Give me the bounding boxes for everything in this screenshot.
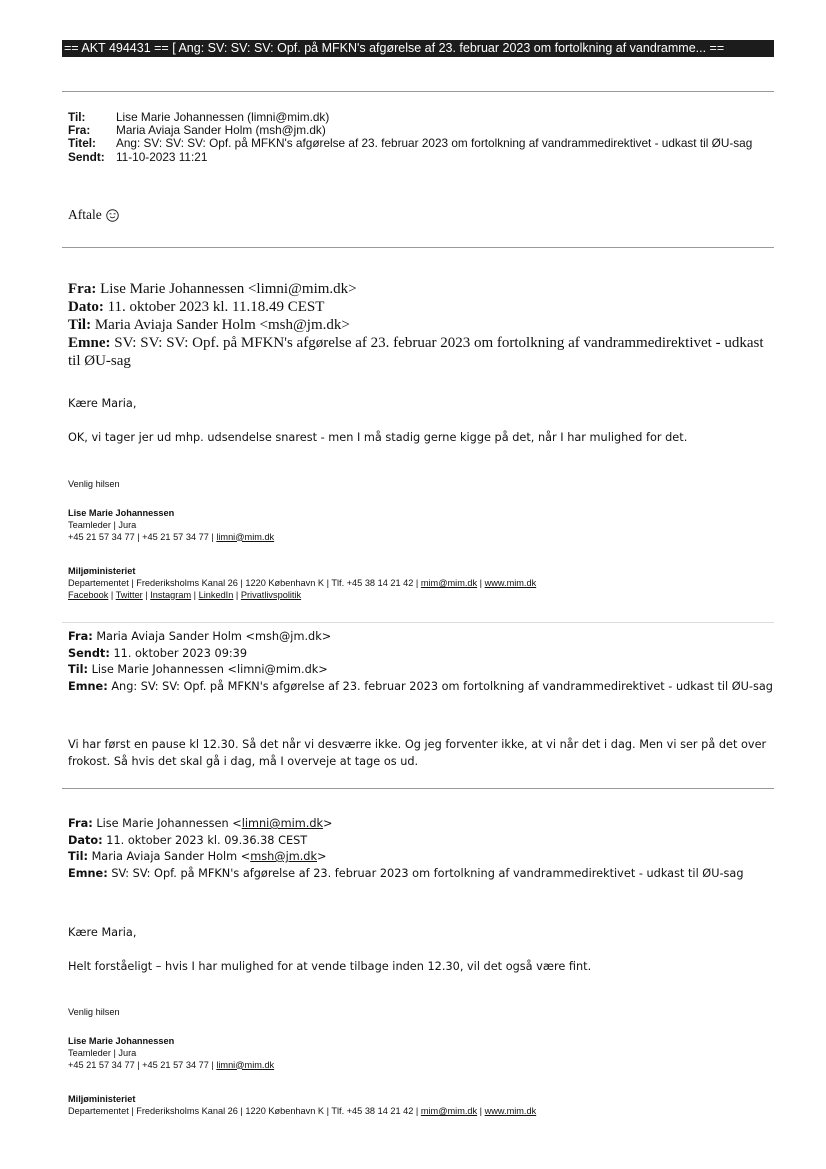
from-value: Lise Marie Johannessen <limni@mim.dk> (100, 281, 357, 297)
to-value: Lise Marie Johannessen (limni@mim.dk) (116, 110, 330, 124)
to-label: Til: (68, 663, 88, 676)
message-3-header (68, 816, 773, 882)
date-value: 11. oktober 2023 kl. 09.36.38 CEST (106, 833, 308, 847)
from-label: Fra: (68, 630, 93, 643)
from-value: Maria Aviaja Sander Holm (msh@jm.dk) (116, 123, 326, 138)
from-value: Lise Marie Johannessen < (96, 817, 242, 830)
organization-web-link[interactable]: www.mim.dk (484, 1105, 537, 1116)
to-label: Til: (68, 110, 86, 124)
message-3-body: Helt forståeligt – hvis I har mulighed for at vende tilbage inden 12.30, vil det også være fint. (68, 960, 592, 973)
to-value: Maria Aviaja Sander Holm <msh@jm.dk> (94, 317, 350, 333)
signature-email-link[interactable]: limni@mim.dk (216, 1059, 275, 1070)
organization-name: Miljøministeriet (68, 566, 136, 576)
organization-web-link[interactable]: www.mim.dk (484, 577, 537, 588)
to-label: Til: (68, 317, 92, 333)
from-email-link[interactable]: limni@mim.dk (241, 817, 324, 830)
subject-value: SV: SV: SV: Opf. på MFKN's afgørelse af 23. februar 2023 om fortolkning af vandrammedirektivet - udkast til ØU-sag (68, 335, 764, 369)
from-label: Fra: (68, 123, 91, 138)
separator: | (477, 577, 485, 588)
to-label: Til: (68, 850, 88, 863)
message-2-header (68, 629, 773, 695)
signature (68, 508, 773, 543)
date-value: 11. oktober 2023 kl. 11.18.49 CEST (107, 299, 325, 315)
sign-off: Venlig hilsen (68, 479, 120, 489)
reply-body (68, 207, 119, 223)
from-label: Fra: (68, 281, 97, 297)
from-value: Maria Aviaja Sander Holm <msh@jm.dk> (96, 630, 332, 643)
sent-label: Sendt: (68, 149, 105, 164)
signature-email-link[interactable]: limni@mim.dk (216, 531, 275, 542)
divider (62, 788, 774, 789)
to-value-end: > (317, 850, 327, 863)
signature-title: Teamleder | Jura (68, 1047, 137, 1058)
date-label: Dato: (68, 833, 103, 847)
subject-value: Ang: SV: SV: Opf. på MFKN's afgørelse af 23. februar 2023 om fortolkning af vandrammedirektivet - udkast til ØU-sag (111, 679, 773, 693)
divider (62, 622, 774, 623)
message-1-greeting: Kære Maria, (68, 397, 137, 410)
date-label: Dato: (68, 299, 104, 315)
separator: | (477, 1105, 485, 1116)
message-3-greeting: Kære Maria, (68, 926, 137, 939)
twitter-link[interactable]: Twitter (115, 589, 143, 600)
organization-block (68, 566, 773, 601)
facebook-link[interactable]: Facebook (68, 589, 109, 600)
document-banner: == AKT 494431 == [ Ang: SV: SV: SV: Opf. på MFKN's afgørelse af 23. februar 2023 om fortolkning af vandramme... == (62, 40, 774, 57)
divider (62, 91, 774, 92)
organization-block (68, 1094, 773, 1118)
signature (68, 1036, 773, 1071)
organization-name: Miljøministeriet (68, 1094, 136, 1104)
subject-label: Emne: (68, 679, 108, 693)
sign-off: Venlig hilsen (68, 1007, 120, 1017)
from-label: Fra: (68, 817, 93, 830)
archive-header (68, 111, 771, 164)
subject-label: Emne: (68, 866, 108, 880)
separator: | (233, 589, 241, 600)
sent-label: Sendt: (68, 646, 110, 660)
signature-phone: +45 21 57 34 77 | +45 21 57 34 77 | (68, 1059, 217, 1070)
smiley-icon (106, 209, 119, 222)
reply-text: Aftale (68, 207, 102, 222)
signature-name: Lise Marie Johannessen (68, 1036, 175, 1046)
organization-address: Departementet | Frederiksholms Kanal 26 | 1220 København K | Tlf. +45 38 14 21 42 | (68, 1105, 421, 1116)
separator: | (191, 589, 199, 600)
message-1-body: OK, vi tager jer ud mhp. udsendelse snarest - men I må stadig gerne kigge på det, når I har mulighed for det. (68, 431, 688, 444)
privacy-policy-link[interactable]: Privatlivspolitik (240, 589, 302, 600)
sent-value: 11. oktober 2023 09:39 (113, 646, 248, 660)
to-value: Lise Marie Johannessen <limni@mim.dk> (91, 663, 328, 676)
organization-address: Departementet | Frederiksholms Kanal 26 | 1220 København K | Tlf. +45 38 14 21 42 | (68, 577, 421, 588)
separator: | (108, 589, 116, 600)
subject-label: Emne: (68, 335, 111, 351)
to-value: Maria Aviaja Sander Holm < (91, 850, 251, 863)
sent-value: 11-10-2023 11:21 (116, 149, 208, 164)
organization-email-link[interactable]: mim@mim.dk (420, 577, 478, 588)
title-value: Ang: SV: SV: SV: Opf. på MFKN's afgørelse af 23. februar 2023 om fortolkning af vandrammedirektivet - udkast til ØU-sag (116, 136, 753, 151)
title-label: Titel: (68, 136, 96, 151)
message-2-body: Vi har først en pause kl 12.30. Så det når vi desværre ikke. Og jeg forventer ikke, at vi når det i dag. Men vi ser på det over frokost. Så hvis det skal gå i dag, må I overveje at tage os ud. (68, 738, 767, 768)
subject-value: SV: SV: Opf. på MFKN's afgørelse af 23. februar 2023 om fortolkning af vandrammedirektivet - udkast til ØU-sag (111, 866, 744, 880)
divider (62, 247, 774, 248)
to-email-link[interactable]: msh@jm.dk (250, 850, 318, 863)
organization-email-link[interactable]: mim@mim.dk (420, 1105, 478, 1116)
signature-name: Lise Marie Johannessen (68, 508, 175, 518)
linkedin-link[interactable]: LinkedIn (198, 589, 234, 600)
signature-title: Teamleder | Jura (68, 519, 137, 530)
from-value-end: > (323, 817, 333, 830)
instagram-link[interactable]: Instagram (150, 589, 192, 600)
message-1-header (68, 280, 768, 370)
signature-phone: +45 21 57 34 77 | +45 21 57 34 77 | (68, 531, 217, 542)
separator: | (142, 589, 151, 600)
